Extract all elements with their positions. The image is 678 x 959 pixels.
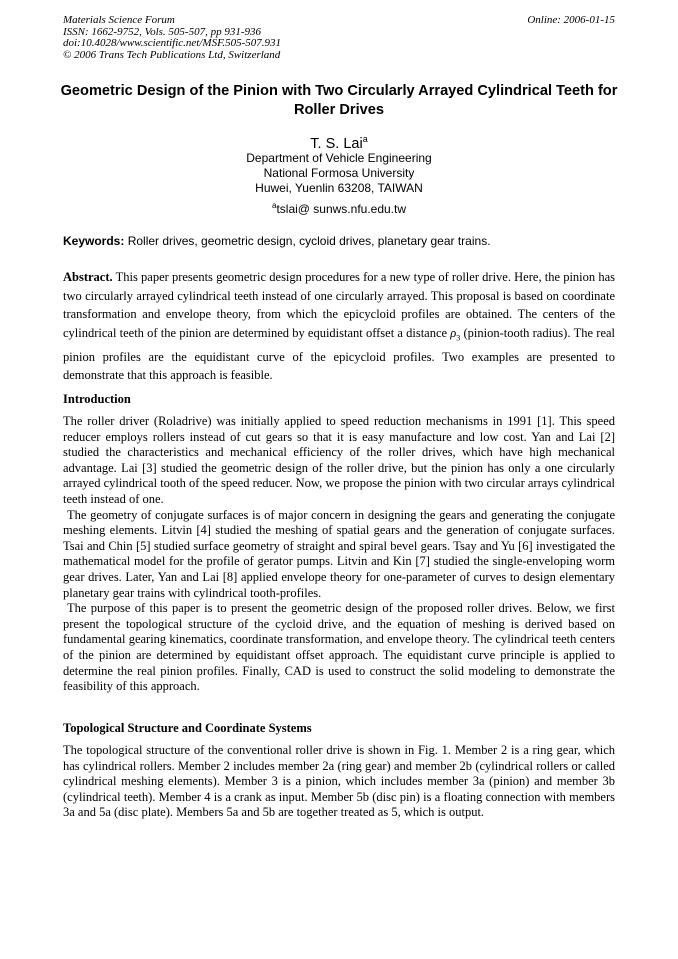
issn: ISSN: 1662-9752, Vols. 505-507, pp 931-936 [63, 25, 261, 38]
affiliation-line: National Formosa University [263, 166, 415, 180]
introduction-body [63, 414, 615, 695]
abstract-text: This paper presents geometric design procedures for a new type of roller drive. Here, the pinion has two circularly arrayed cylindrical teeth instead of one circularly arrayed. This proposal is based on coordinate transformation and envelope theory, from which the epicycloid profiles are obtained. The centers of the cylindrical teeth of the pinion are determined by equidistant offset a distance [63, 270, 616, 340]
paragraph: The purpose of this paper is to present the geometric design of the proposed roller drives. Below, we first present the topological structure of the cycloid drive, and the equation of meshing is derived based on fundamental gearing kinematics, coordinate transformation, and envelope theory. The cylindrical teeth centers of the pinion are determined by equidistant offset approach. The equidistant curve principle is applied to determine the real pinion profiles. Finally, CAD is used to construct the solid modeling to demonstrate the feasibility of this approach. [63, 601, 615, 694]
online-date: Online: 2006-01-15 [527, 14, 615, 26]
paragraph: The topological structure of the conventional roller drive is shown in Fig. 1. Member 2 is a ring gear, which has cylindrical rollers. Member 2 includes member 2a (ring gear) and member 2b (cylindrical rollers or called cylindrical meshing elements). Member 3 is a pinion, which includes member 3a (pinion) and member 3b (cylindrical teeth). Member 4 is a crank as input. Member 5b (disc pin) is a floating connection with members 3a and 5a (disc plate). Members 5a and 5b are together treated as 5, which is output. [63, 743, 615, 820]
email-address: tslai@ sunws.nfu.edu.tw [276, 202, 407, 216]
introduction-heading: Introduction [63, 392, 131, 406]
keywords [63, 234, 615, 248]
rho-symbol: ρ [450, 325, 457, 340]
paragraph: The roller driver (Roladrive) was initially applied to speed reduction mechanisms in 1991 [1]. This speed reducer employs rollers instead of cut gears so that it is easy manufacture and low cost. Yan and Lai [2] studied the characteristics and mechanical efficiency of the roller drives, which have high mechanical advantage. Lai [3] studied the geometric design of the roller drive, but the pinion has only a one circularly arrayed cylindrical tooth of the speed reducer. Now, we propose the pinion with two circular arrays cylindrical teeth instead of one. [63, 414, 615, 506]
topology-body [63, 743, 615, 821]
affiliation-line: Huwei, Yuenlin 63208, TAIWAN [255, 181, 423, 195]
keywords-text: Roller drives, geometric design, cycloid drives, planetary gear trains. [127, 234, 491, 248]
copyright: © 2006 Trans Tech Publications Ltd, Switzerland [63, 48, 281, 61]
abstract [63, 268, 615, 385]
paragraph: The geometry of conjugate surfaces is of major concern in designing the gears and generating the conjugate meshing elements. Litvin [4] studied the meshing of spatial gears and the generation of conjugate surfaces. Tsai and Chin [5] studied surface geometry of straight and spiral bevel gears. Tsay and Yu [6] investigated the mathematical model for the profile of gerator pumps. Litvin and Kin [7] studied the single-enveloping worm gear drives. Later, Yan and Lai [8] applied envelope theory for one-parameter of curves to design elementary planetary gear trains with cylindrical tooth-profiles. [63, 507, 615, 600]
author [40, 134, 638, 152]
paper-title: Geometric Design of the Pinion with Two Circularly Arrayed Cylindrical Teeth for Roller Drives [60, 83, 618, 118]
author-name: T. S. Lai [310, 135, 363, 152]
abstract-label: Abstract. [63, 270, 113, 284]
affiliation-line: Department of Vehicle Engineering [246, 151, 432, 165]
abstract-text: (pinion-tooth radius). The real pinion profiles are the equidistant curve of the epicycloid profiles. Two examples are presented to demonstrate that this approach is feasible. [63, 325, 616, 383]
journal-header [63, 15, 281, 61]
email [40, 201, 638, 216]
author-sup: a [362, 134, 368, 144]
keywords-label: Keywords: [63, 234, 125, 248]
topology-heading: Topological Structure and Coordinate Systems [63, 721, 312, 735]
journal-name: Materials Science Forum [63, 14, 175, 26]
email-sup: a [271, 201, 277, 210]
affiliation [40, 151, 638, 196]
doi: doi:10.4028/www.scientific.net/MSF.505-507.931 [63, 37, 282, 49]
rho-subscript: 3 [456, 333, 461, 343]
